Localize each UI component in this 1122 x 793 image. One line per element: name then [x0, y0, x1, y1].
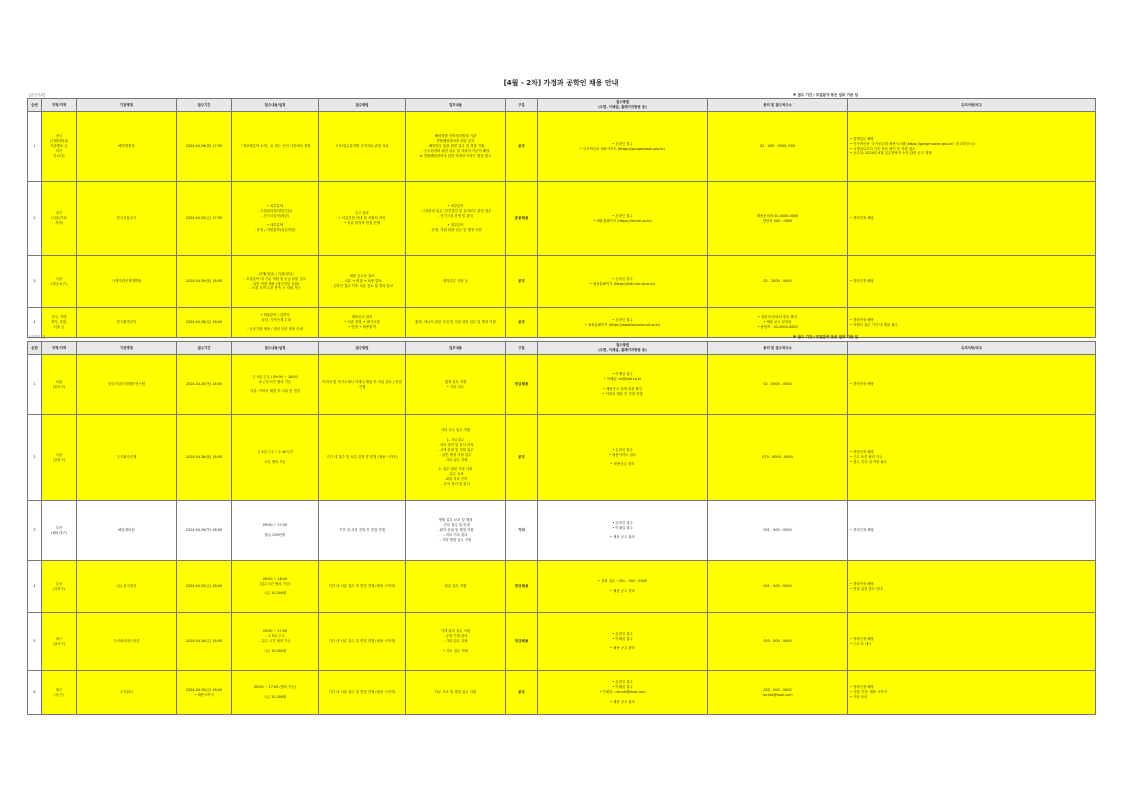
row-organization: 해운대의원	[77, 501, 177, 561]
row-note: • 경력인정 해당 • 면접 일정 별도 안내	[848, 561, 1096, 613]
table-row	[28, 671, 1096, 715]
row-organization: 주식회사인재	[77, 415, 177, 501]
row-type	[506, 561, 538, 613]
row-period: 2024.04.25(목) 18:00	[177, 355, 232, 415]
table-row	[28, 355, 1096, 415]
row-apply: • 온라인 접수 • 인사혁신처 채용사이트 (https://gongmuwon.gov.kr)	[538, 112, 708, 182]
row-number: 6	[28, 671, 42, 715]
row-organization: (주) 한국물류	[77, 561, 177, 613]
section1-label: ※ 접수 기간 / 모집분야 등은 일부 기준 임	[792, 93, 858, 97]
row-method: 채용 공고문 참조 - 서류 → 면접 → 최종 발표 - 온라인 접수 이후 서류 검토 및 결과 통보	[319, 256, 406, 308]
row-contact: 02 - 2000 - 0000	[708, 256, 848, 308]
row-number: 3	[28, 256, 42, 308]
column-header: 구분	[506, 342, 538, 355]
column-header: 지역/지역	[42, 342, 77, 355]
column-header: 순번	[28, 99, 42, 112]
row-organization: 해양경찰청	[77, 112, 177, 182]
row-method: 기간 내 접수 및 서류 전형 후 면접 (채용 시까지)	[319, 415, 406, 501]
row-apply: • 온라인 접수 • 채용홈페이지 (https://recruit.or.kr)	[538, 182, 708, 256]
row-note: • 경력인정 해당	[848, 355, 1096, 415]
row-type	[506, 308, 538, 338]
column-header: 접수기간	[177, 342, 232, 355]
row-method: 채용공고 참조 • 서류 전형 → 필기시험 • 면접 → 최종합격	[319, 308, 406, 338]
row-duty: 기타 사무 업무 지원 1. 사무업무 - 자료 정리 및 문서 작성 - 고객 응대 및 전화 업무 - 일반 행정 지원 업무 - 기타 업무 지원 2. 업무 관련 기타 사항 - 업무 보조 - 회의 자료 준비 - 문서 정리 및 관리	[406, 415, 506, 501]
column-header: 접수기간	[177, 99, 232, 112]
row-type	[506, 415, 538, 501]
row-region: 대구 (동구)	[42, 671, 77, 715]
row-note: • 경력인정 해당	[848, 501, 1096, 561]
row-number: 4	[28, 561, 42, 613]
column-header: 업무내용	[406, 342, 506, 355]
type-badge: 공무	[518, 278, 525, 283]
row-contact: 02 - 0000 - 0000	[708, 355, 848, 415]
column-header: 유의사항/비고	[848, 342, 1096, 355]
table-row	[28, 561, 1096, 613]
row-method: 기간 내 서류 전형 후 면접 진행	[319, 501, 406, 561]
row-region: 서울 (영등포구)	[42, 256, 77, 308]
table-row	[28, 613, 1096, 671]
page-title: [4월 - 2차] 가정과 공학인 채용 안내	[503, 79, 619, 87]
row-period: 2024.04.28(일) 18:00	[177, 308, 232, 338]
row-apply: • 온라인 접수 • 채용홈페이지 (https://kidi.recruit.or.kr)	[538, 256, 708, 308]
type-badge: 정규채용	[514, 638, 529, 643]
row-apply: • 온라인 접수 • 이메일 접수 • 이메일 : recruit@mail.com • 채용 공고 참조	[538, 671, 708, 715]
column-header: 기관명칭	[77, 99, 177, 112]
row-type	[506, 501, 538, 561]
column-header: 접수내용/일정	[232, 99, 319, 112]
row-type	[506, 112, 538, 182]
row-period: 2024.04.26(금) 18:00	[177, 613, 232, 671]
row-apply: • 온라인 접수 • 이메일 접수 • 채용 공고 참조	[538, 501, 708, 561]
row-detail: 09:00 ~ 17:00 (협의 가능) 시급 10,000원	[232, 671, 319, 715]
column-header: 접수내용/일정	[232, 342, 319, 355]
row-method: 공고 참조 • 서류전형 안내 및 지원서 작성 • 서류 합격자 면접 진행	[319, 182, 406, 256]
column-header: 유의사항/비고	[848, 99, 1096, 112]
row-detail: 09:00 ~ 17:00 월급 200만원	[232, 501, 319, 561]
row-region: 부산 (사하구)	[42, 561, 77, 613]
row-note: • 경력인정 해당	[848, 182, 1096, 256]
row-contact: 채용문의처 02-0000-0000 담당자 000 - 0000	[708, 182, 848, 256]
row-duty: 병원 업무 보조 및 행정 - 진료 접수 및 안내 - 환자 응대 및 행정 지원 - 의료 기록 관리 - 기타 병원 업무 지원	[406, 501, 506, 561]
type-badge: 기타	[518, 527, 525, 532]
table-row	[28, 501, 1096, 561]
column-header: 지역/지역	[42, 99, 77, 112]
row-duty: 환경, 에너지 관련 사업 및 기관 관련 업무 및 행정 지원	[406, 308, 506, 338]
row-period: 2024.04.25(금) 17:00	[177, 182, 232, 256]
row-apply: • 온라인 접수 • 채용사이트 접수 • 채용공고 참조	[538, 415, 708, 501]
column-header: 기관명칭	[77, 342, 177, 355]
column-header: 접수방법	[319, 342, 406, 355]
row-contact: 051 - 000 - 0000	[708, 501, 848, 561]
row-organization: 주식회사대구산업	[77, 613, 177, 671]
row-apply: • 이메일 접수 • 이메일: hr@kidi.co.kr • 채용공고 상세 내용 확인 • 이력서 제출 후 전형 진행	[538, 355, 708, 415]
type-badge: 공무	[518, 689, 525, 694]
type-badge: 공공채용	[514, 215, 529, 220]
row-apply: • 온라인 접수 • 이메일 접수 • 채용 공고 참조	[538, 613, 708, 671]
row-type	[506, 182, 538, 256]
row-contact: • 담당자 문의처 번호 확인 • 채용 공고 문의처 • 담당자 : 02-0000-0000	[708, 308, 848, 338]
row-number: 2	[28, 182, 42, 256]
row-region: 대구 (달서구)	[42, 613, 77, 671]
row-type	[506, 613, 538, 671]
row-region: 전국 (인테리어와 기관별로 등 리가 다르다)	[42, 112, 77, 182]
row-duty: 사무 보조 및 행정 업무 지원	[406, 671, 506, 715]
table-row	[28, 112, 1096, 182]
row-organization: 한국교통공사	[77, 182, 177, 256]
row-organization: 주식회사	[77, 671, 177, 715]
row-contact: 053 - 000 - 0000	[708, 613, 848, 671]
column-header: 문의 및 접수처주소	[708, 99, 848, 112]
row-contact: 053 - 000 - 0000 recruit@mail.com	[708, 671, 848, 715]
column-header: 문의 및 접수처주소	[708, 342, 848, 355]
column-header: 구분	[506, 99, 538, 112]
table-row	[28, 182, 1096, 256]
row-method: 이력서 및 자기소개서 이메일 제출 후 서류 검토 / 면접 진행	[319, 355, 406, 415]
row-note: • 경력인정 해당 • 근무 조건 협의 가능 • 접수 기간 내 지원 필수	[848, 415, 1096, 501]
type-badge: 정규채용	[514, 381, 529, 386]
row-duty: 물류 업무 지원	[406, 561, 506, 613]
row-number: 3	[28, 501, 42, 561]
row-note: • 경력인정 해당	[848, 256, 1096, 308]
public-jobs-table	[27, 98, 1096, 338]
row-number: 4	[28, 308, 42, 338]
row-duty: 행정 업무 지원 • 기타 업무	[406, 355, 506, 415]
row-detail: • 채용분야 / 일반직 - 청년, 지역인재 우대 - 공공기관 채용 / 청년 인턴 채용 안내	[232, 308, 319, 338]
row-contact: 051 - 000 - 0000	[708, 561, 848, 613]
row-organization: 국제기관인재개발원	[77, 256, 177, 308]
row-duty: 행정업무 지원 등	[406, 256, 506, 308]
row-number: 2	[28, 415, 42, 501]
row-method: 기간 내 서류 접수 후 면접 진행 (채용 시까지)	[319, 561, 406, 613]
row-duty: 해양경찰 산하청경찰청 기관 경찰해양관리를 위한 분야 - 해양업무 통합 관련 업무 및 경찰 지원 - 공무원경력 관련 업무 및 지원의 기준이 해당 ※ 경찰해양관리에 관한 자세한 사항은 별첨 참고	[406, 112, 506, 182]
row-contact: 02 - 000 - 0000, 000	[708, 112, 848, 182]
row-period: 2024.04.25(금) 18:00 • 채용시까지	[177, 671, 232, 715]
private-jobs-table	[27, 341, 1096, 715]
column-header: 접수방법 (우편, 이메일, 홈페이지방문 등)	[538, 342, 708, 355]
type-badge: 공무	[518, 454, 525, 459]
table-row	[28, 308, 1096, 338]
row-duty: 기계 관리 업무 지원 - 공장 기계 관리 - 기타 업무 지원 • 사무 업무 지원	[406, 613, 506, 671]
row-detail: 「정보화분야 소개」로 따는 공인 사항에서 경력	[232, 112, 319, 182]
row-duty: • 외부분야 - 시설관리 업무, 안전점검 및 유지보수 관련 업무 - 전기시설 운영 및 관리 • 내부분야 - 운영, 지원 관련 업무 및 행정 지원	[406, 182, 506, 256]
row-note: • 경력인정 해당 • 지원 기간: 채용 시까지 • 기타 문의	[848, 671, 1096, 715]
row-detail: 주 5일 근무 / 주 40시간 시간 협의 가능	[232, 415, 319, 501]
row-detail: 주 5일 근무 / 09:00 ~ 18:00 ※ 근무시간 협의 가능 사업: 이력서 제출 후 서류 및 면접	[232, 355, 319, 415]
row-type	[506, 671, 538, 715]
row-apply: • 온라인 접수 • 채용홈페이지 (https://www.kecorecruit.or.kr)	[538, 308, 708, 338]
section2-label: ※ 접수 기간 / 모집분야 등은 일부 기준 임	[792, 335, 858, 339]
row-region: 부산 (해운대구)	[42, 501, 77, 561]
table-header-row	[28, 99, 1096, 112]
row-detail: - 관계(청년) / 기관(청년) - 모집분야 내 구분 지원 및 공공 관련 업무 - 일반 직원 채용 (청년인턴 포함) - 모집 자격 요건 충족 시 지원 가능	[232, 256, 319, 308]
row-region: 전국, 지방 경기, 강원, 서울 등	[42, 308, 77, 338]
row-method: 기간 내 서류 접수 및 면접 진행 (채용 시까지)	[319, 613, 406, 671]
row-type	[506, 256, 538, 308]
table-header-row	[28, 342, 1096, 355]
section1-note: [공공기관]	[29, 93, 46, 97]
row-region: 서울 (강남구)	[42, 415, 77, 501]
type-badge: 공무	[518, 319, 525, 324]
row-detail: 09:00 ~ 17:00 - 주 5일 근무 - 업무 시간 협의 가능 시급 10,000원	[232, 613, 319, 671]
table-row	[28, 256, 1096, 308]
row-detail: 09:00 ~ 18:00 (업무시간 협의 가능) 시급 10,000원	[232, 561, 319, 613]
row-detail: • 외부분야 - 시설관리직(청년인턴) - 전기시설직(청년) • 내부분야 - 운영 / 지원분야(청년인턴)	[232, 182, 319, 256]
row-organization: 한국환경공단	[77, 308, 177, 338]
row-region: 전국 (서울/기타 지역)	[42, 182, 77, 256]
row-type	[506, 355, 538, 415]
type-badge: 공무	[518, 143, 525, 148]
row-method: 구조/업무분야별 공직자로 관련 자료	[319, 112, 406, 182]
row-note: • 경력인정 해당 • 지원서 접수 기간 내 제출 필수	[848, 308, 1096, 338]
column-header: 순번	[28, 342, 42, 355]
row-contact: 070 - 0000 - 0000	[708, 415, 848, 501]
row-period: 2024.04.26(목) 18:00	[177, 501, 232, 561]
table-row	[28, 415, 1096, 501]
row-number: 1	[28, 112, 42, 182]
row-number: 5	[28, 613, 42, 671]
row-period: 2024.04.26(월) 18:00	[177, 415, 232, 501]
row-note: • 경쟁업무 해당 • 인사혁신처 '국가공무원 채용시스템 (https://gongmuwon.gov.kr)' 참고하십시오 • 시행일로부터 기준 자료 확인 후 지원 접수 • 공고일: 2024년 4월 업무담당자 소속 관련 공고 게재	[848, 112, 1096, 182]
row-region: 서울 (종로구)	[42, 355, 77, 415]
column-header: 접수방법 (우편, 이메일, 홈페이지방문 등)	[538, 99, 708, 112]
row-period: 2024.04.26(월) 17:00	[177, 112, 232, 182]
type-badge: 정규채용	[514, 583, 529, 588]
section2-note: [민간기업]	[29, 335, 46, 339]
column-header: 접수방법	[319, 99, 406, 112]
row-note: • 경력인정 해당 • 근무지: 대구	[848, 613, 1096, 671]
row-period: 2024.04.29(월) 18:00	[177, 256, 232, 308]
row-number: 1	[28, 355, 42, 415]
row-apply: • 전화 접수 : 051 - 000 - 0000 • 채용 공고 참조	[538, 561, 708, 613]
row-method: 기간 내 서류 접수 및 면접 진행 (채용 시까지)	[319, 671, 406, 715]
row-organization: 한국기업인재개발 연구원	[77, 355, 177, 415]
row-period: 2024.04.25(금) 18:00	[177, 561, 232, 613]
column-header: 업무내용	[406, 99, 506, 112]
